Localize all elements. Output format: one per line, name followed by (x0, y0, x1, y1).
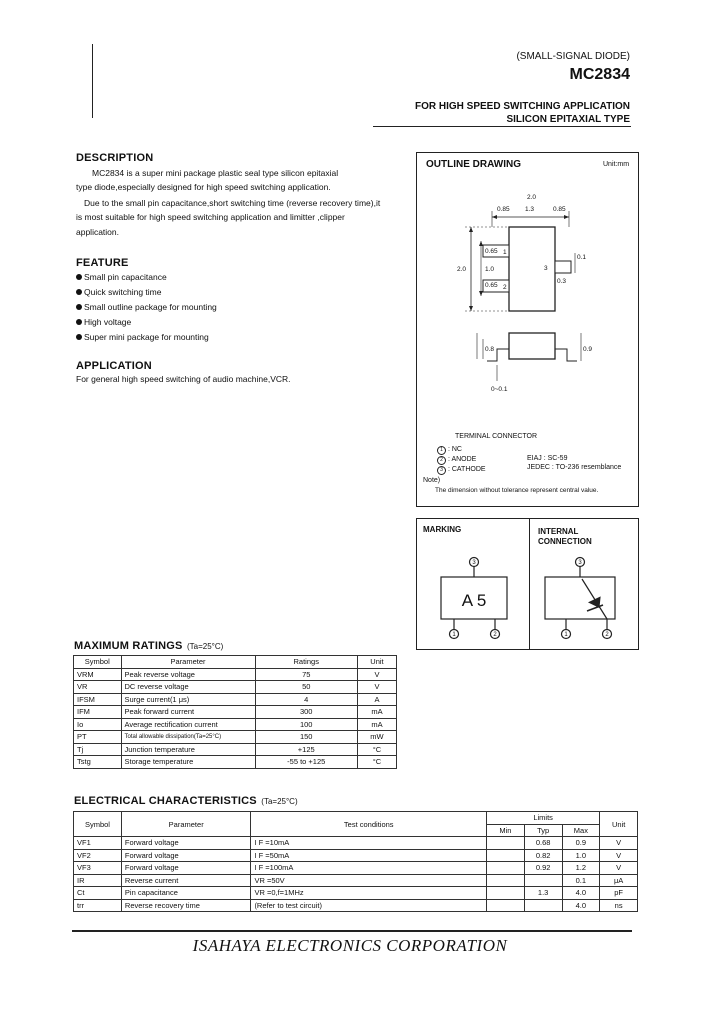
description-title: DESCRIPTION (76, 152, 154, 164)
outline-unit: Unit:mm (603, 161, 630, 168)
terminal-title: TERMINAL CONNECTOR (455, 433, 538, 440)
dim-standoff: 0~0.1 (491, 386, 508, 393)
marking-box (416, 518, 639, 650)
table-row: Io Average rectification current 100 mA (74, 718, 397, 731)
table-row: PT Total allowable dissipation(Ta=25°C) 150 mW (74, 731, 397, 744)
note-text: The dimension without tolerance represent central value. (435, 487, 599, 494)
eiaj-code: EIAJ : SC-59 (527, 455, 568, 462)
header-rule (373, 126, 631, 127)
application-text: For general high speed switching of audio machine,VCR. (76, 374, 291, 384)
internal-title: INTERNAL CONNECTION (538, 527, 592, 546)
dim-height-total: 2.0 (457, 266, 467, 273)
bullet-icon (76, 304, 82, 310)
feature-item: High voltage (76, 314, 217, 329)
table-row: IFM Peak forward current 300 mA (74, 706, 397, 719)
table-row: VF2 Forward voltage I F =50mA 0.82 1.0 V (74, 849, 638, 862)
company-name: ISAHAYA ELECTRONICS CORPORATION (192, 936, 508, 955)
part-number: MC2834 (569, 66, 630, 83)
dim-lead-length: 0.3 (557, 278, 567, 285)
bullet-icon (76, 289, 82, 295)
table-row: Ct Pin capacitance VR =0,f=1MHz 1.3 4.0 pF (74, 887, 638, 900)
internal-pin-3: 3 (578, 560, 582, 566)
max-ratings-table (73, 655, 397, 769)
footer-rule (72, 930, 632, 932)
outline-title: OUTLINE DRAWING (426, 159, 521, 170)
jedec-code: JEDEC : TO-236 resemblance (527, 464, 622, 471)
table-row: trr Reverse recovery time (Refer to test circuit) 4.0 ns (74, 899, 638, 912)
feature-item: Small outline package for mounting (76, 299, 217, 314)
dim-body-height: 0.8 (485, 346, 495, 353)
dim-width-mid: 1.3 (525, 206, 535, 213)
internal-pin-2: 2 (605, 632, 609, 638)
bullet-icon (76, 319, 82, 325)
application-title: APPLICATION (76, 360, 152, 372)
table-row: VR DC reverse voltage 50 V (74, 681, 397, 694)
table-header-row: Symbol Parameter Test conditions Limits Unit (74, 812, 638, 825)
marking-pin-1: 1 (452, 632, 456, 638)
marking-title: MARKING (423, 525, 462, 534)
pin-label-3: 3 (544, 265, 548, 272)
dim-width-total: 2.0 (527, 194, 537, 201)
description-line-1: MC2834 is a super mini package plastic seal type silicon epitaxial (92, 168, 339, 178)
table-row: Tstg Storage temperature -55 to +125 °C (74, 756, 397, 769)
bullet-icon (76, 274, 82, 280)
dim-lead-width: 0.1 (577, 254, 587, 261)
internal-pin-1: 1 (564, 632, 568, 638)
pin-label-1: 1 (503, 249, 507, 256)
table-row: Tj Junction temperature +125 °C (74, 743, 397, 756)
bullet-icon (76, 334, 82, 340)
dim-width-left: 0.85 (497, 206, 510, 213)
header-application: FOR HIGH SPEED SWITCHING APPLICATION (414, 101, 630, 112)
terminal-list (437, 445, 486, 475)
table-row: VF3 Forward voltage I F =100mA 0.92 1.2 V (74, 862, 638, 875)
description-line-5: application. (76, 227, 120, 237)
description-line-2: type diode,especially designed for high speed switching application. (76, 182, 331, 192)
device-category: (SMALL-SIGNAL DIODE) (516, 51, 630, 62)
marking-pin-2: 2 (493, 632, 497, 638)
elec-heading: ELECTRICAL CHARACTERISTICS (Ta=25°C) (74, 795, 298, 807)
feature-list (76, 269, 217, 344)
header-vertical-rule (92, 44, 93, 118)
max-ratings-heading: MAXIMUM RATINGS (Ta=25°C) (74, 640, 224, 652)
note-label: Note) (423, 477, 441, 484)
terminal-item: 1 : NC (437, 445, 486, 455)
terminal-item: 2 : ANODE (437, 455, 486, 465)
table-row: IR Reverse current VR =50V 0.1 μA (74, 874, 638, 887)
elec-char-table (73, 811, 638, 912)
feature-item: Quick switching time (76, 284, 217, 299)
dim-width-right: 0.85 (553, 206, 566, 213)
feature-item: Small pin capacitance (76, 269, 217, 284)
table-row: IFSM Surge current(1 μs) 4 A (74, 693, 397, 706)
table-row: VF1 Forward voltage I F =10mA 0.68 0.9 V (74, 837, 638, 850)
outline-drawing-box (416, 152, 639, 507)
terminal-item: 3 : CATHODE (437, 465, 486, 475)
dim-total-height: 0.9 (583, 346, 593, 353)
pin-label-2: 2 (503, 284, 507, 291)
table-row: VRM Peak reverse voltage 75 V (74, 668, 397, 681)
description-line-4: is most suitable for high speed switching application and limitter ,clipper (76, 212, 345, 222)
feature-title: FEATURE (76, 257, 129, 269)
table-header-row: Symbol Parameter Ratings Unit (74, 656, 397, 669)
dim-height-c: 0.65 (485, 282, 498, 289)
marking-code: A 5 (461, 591, 487, 610)
dim-height-a: 0.65 (485, 248, 498, 255)
description-line-3: Due to the small pin capacitance,short switching time (reverse recovery time),it (84, 198, 381, 208)
feature-item: Super mini package for mounting (76, 329, 217, 344)
marking-pin-3: 3 (472, 560, 476, 566)
header-type: SILICON EPITAXIAL TYPE (506, 114, 630, 125)
dim-height-b: 1.0 (485, 266, 495, 273)
marking-drawing (417, 519, 638, 649)
table-header-row: Min Typ Max (74, 824, 638, 837)
